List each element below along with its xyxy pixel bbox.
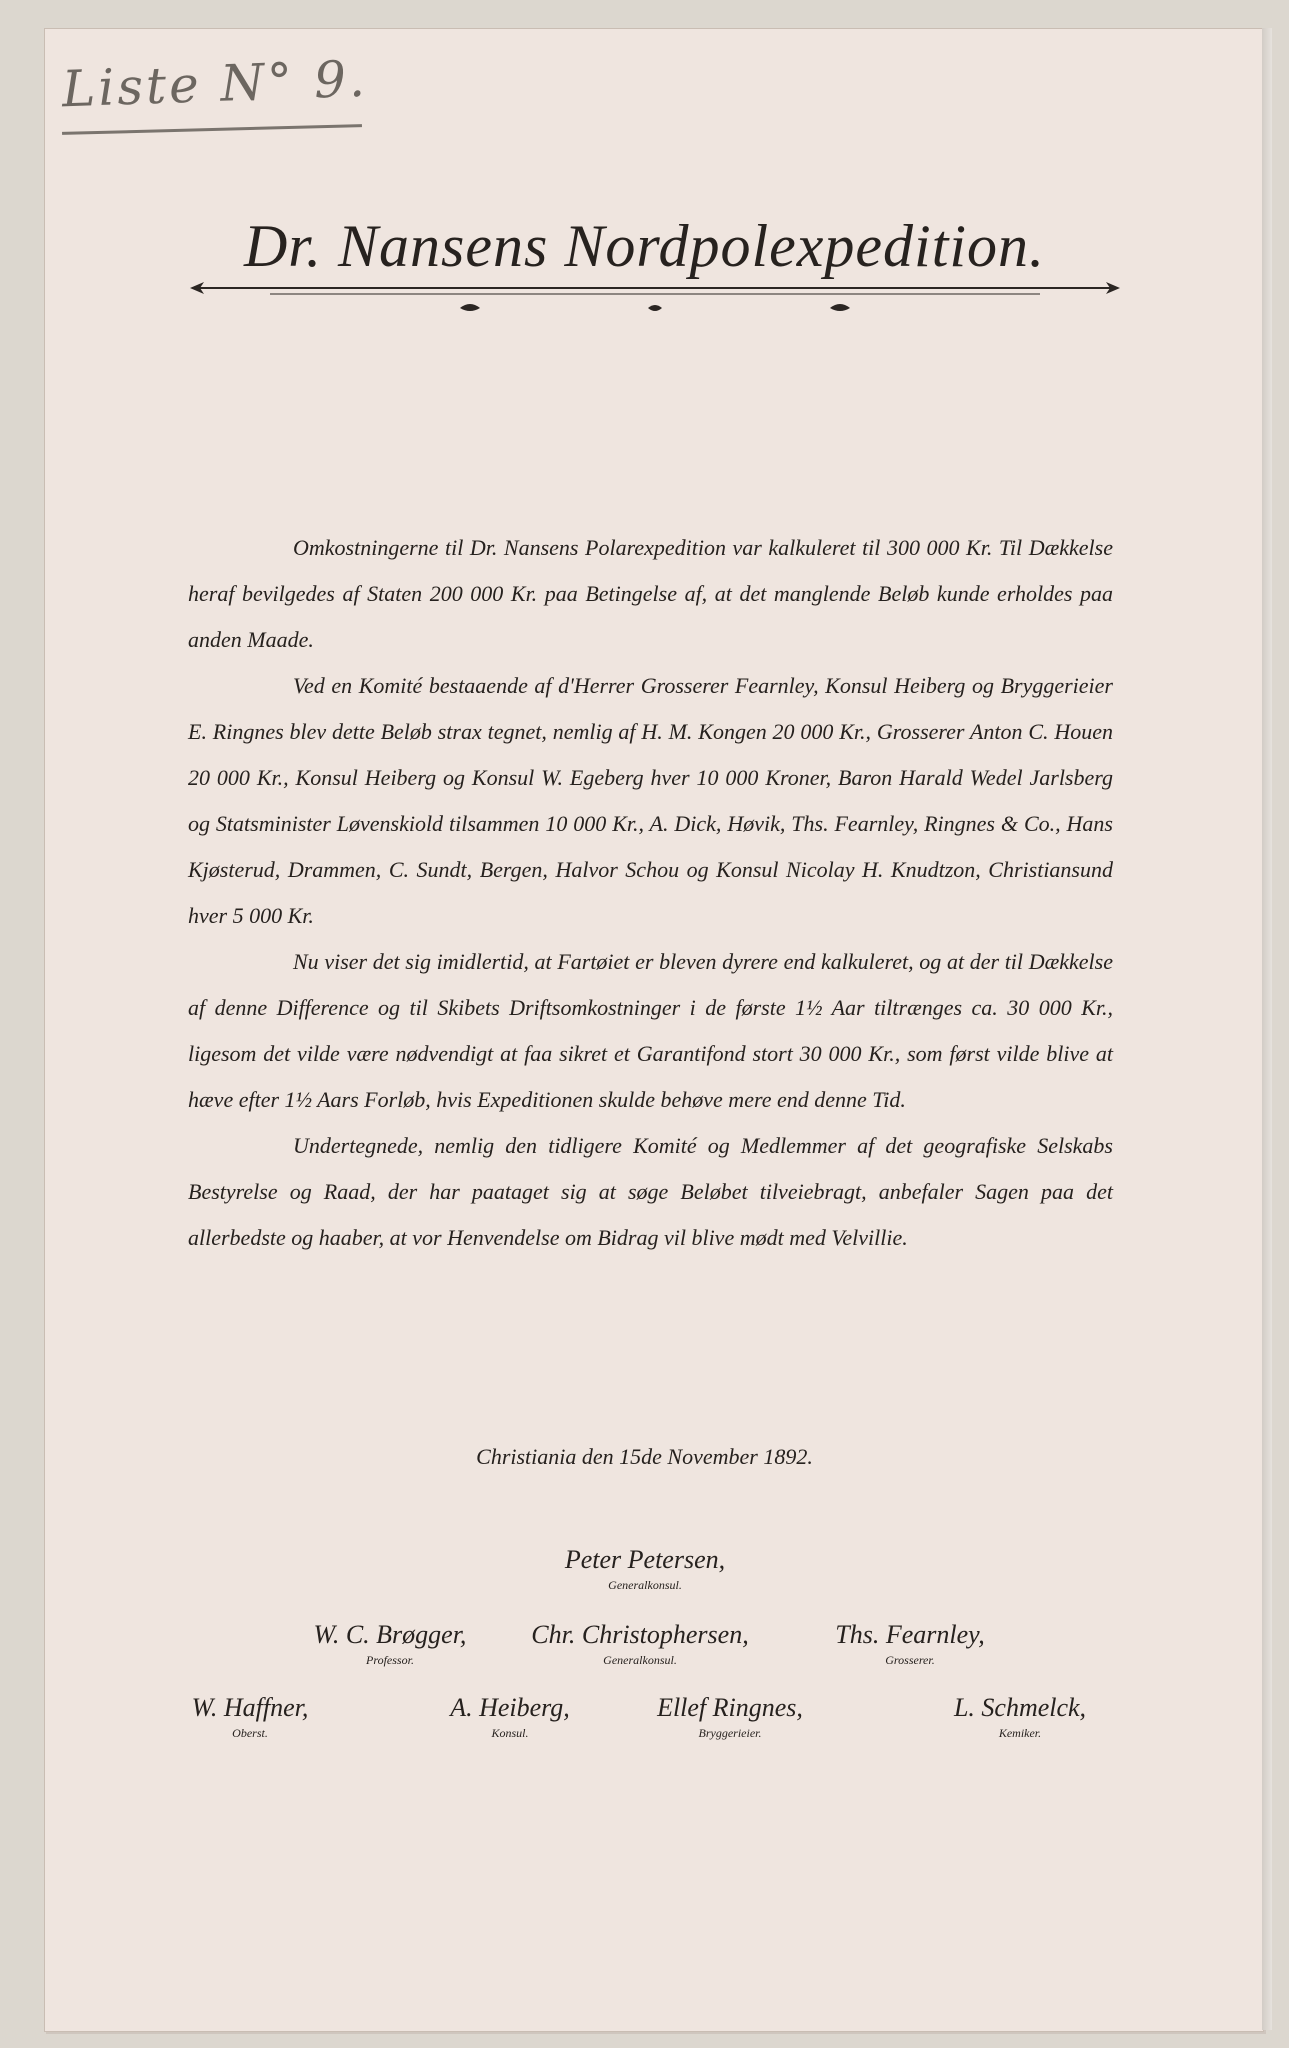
signatory-name: Peter Petersen,	[564, 1545, 726, 1574]
title-ornament	[190, 278, 1120, 318]
signatory-name: W. C. Brøgger,	[313, 1620, 467, 1649]
signatory-title: Kemiker.	[998, 1726, 1042, 1740]
signatory	[920, 1693, 1120, 1741]
signatory	[630, 1693, 830, 1741]
signatory-name: Chr. Christophersen,	[531, 1620, 749, 1649]
paragraph-2: Ved en Komité bestaaende af d'Herrer Grosserer Fearnley, Konsul Heiberg og Bryggerieier E. Ringnes blev dette Beløb strax tegnet, nemlig af H. M. Kongen 20 000 Kr., Grosserer Anton C. Houen 20 000 Kr., Konsul Heiberg og Konsul W. Egeberg hver 10 000 Kroner, Baron Harald Wedel Jarlsberg og Statsminister Løvenskiold tilsammen 10 000 Kr., A. Dick, Høvik, Ths. Fearnley, Ringnes & Co., Hans Kjøsterud, Drammen, C. Sundt, Bergen, Halvor Schou og Konsul Nicolay H. Knudtzon, Christiansund hver 5 000 Kr.	[188, 673, 1113, 928]
signatory-name: W. Haffner,	[191, 1693, 309, 1722]
signatory	[160, 1693, 340, 1741]
signatory	[510, 1620, 770, 1668]
handwritten-annotation: Liste N° 9.	[61, 49, 369, 119]
body-text	[188, 525, 1113, 1261]
signatory	[810, 1620, 1010, 1668]
paragraph-4: Undertegnede, nemlig den tidligere Komité og Medlemmer af det geografiske Selskabs Bestyrelse og Raad, der har paataget sig at søge Beløbet tilveiebragt, anbefaler Sagen paa det allerbedste og haaber, at vor Henvendelse om Bidrag vil blive mødt med Velvillie.	[188, 1133, 1113, 1250]
signatory	[290, 1620, 490, 1668]
signatory-title: Professor.	[366, 1653, 414, 1667]
paragraph-3: Nu viser det sig imidlertid, at Fartøiet er bleven dyrere end kalkuleret, og at der til Dækkelse af denne Difference og til Skibets Driftsomkostninger i de første 1½ Aar tiltrænges ca. 30 000 Kr., ligesom det vilde være nødvendigt at faa sikret et Garantifond stort 30 000 Kr., som først vilde blive at hæve efter 1½ Aars Forløb, hvis Expeditionen skulde behøve mere end denne Tid.	[188, 949, 1113, 1112]
signatory	[545, 1545, 745, 1593]
signatory-name: L. Schmelck,	[953, 1693, 1087, 1722]
signatory-title: Generalkonsul.	[603, 1653, 677, 1667]
page-edge	[1262, 28, 1272, 2030]
dateline: Christiania den 15de November 1892.	[476, 1444, 813, 1469]
paragraph-1: Omkostningerne til Dr. Nansens Polarexpedition var kalkuleret til 300 000 Kr. Til Dækkelse heraf bevilgedes af Staten 200 000 Kr. paa Betingelse af, at det manglende Beløb kunde erholdes paa anden Maade.	[188, 535, 1113, 652]
signatory-title: Grosserer.	[885, 1653, 935, 1667]
signatory-name: Ths. Fearnley,	[835, 1620, 985, 1649]
signatory-title: Bryggerieier.	[698, 1726, 762, 1740]
signatory-name: A. Heiberg,	[450, 1693, 570, 1722]
signatory-title: Konsul.	[491, 1726, 529, 1740]
signatory	[420, 1693, 600, 1741]
signatory-title: Generalkonsul.	[608, 1578, 682, 1592]
document-title: Dr. Nansens Nordpolexpedition.	[243, 213, 1046, 279]
signatory-name: Ellef Ringnes,	[657, 1693, 803, 1722]
signatory-title: Oberst.	[232, 1726, 268, 1740]
